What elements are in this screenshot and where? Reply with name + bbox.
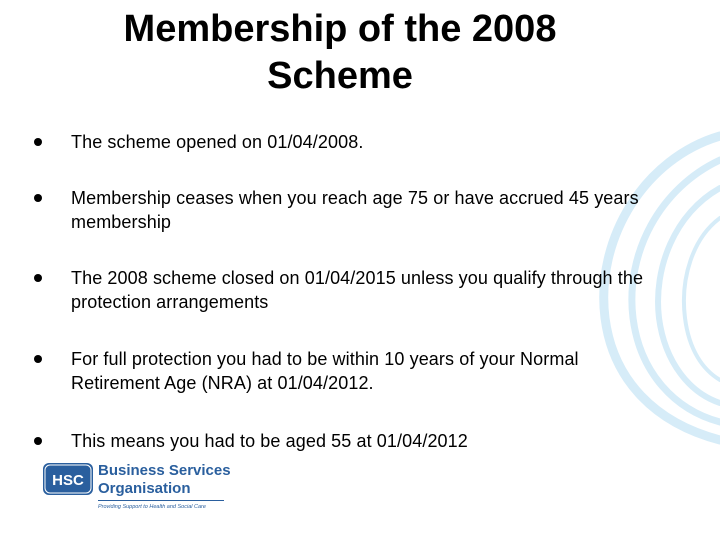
bullet-icon — [34, 355, 42, 363]
bullet-line: This means you had to be aged 55 at 01/04/2012 — [71, 431, 468, 451]
logo-divider — [98, 500, 224, 501]
hsc-badge-icon — [42, 462, 94, 496]
bullet-icon — [34, 194, 42, 202]
bullet-line: membership — [71, 212, 172, 232]
bullet-line: protection arrangements — [71, 292, 269, 312]
slide-title-line-1: Membership of the 2008 — [123, 8, 557, 50]
logo-tagline: Providing Support to Health and Social Care — [98, 504, 206, 510]
bullet-text — [71, 347, 716, 395]
bullet-line: The scheme opened on 01/04/2008. — [71, 132, 364, 152]
bullet-line: The 2008 scheme closed on 01/04/2015 unless you qualify through the — [71, 268, 644, 288]
bullet-line: For full protection you had to be within 10 years of your Normal — [71, 349, 579, 369]
bullet-line: Retirement Age (NRA) at 01/04/2012. — [71, 373, 374, 393]
logo-line-1: Business Services — [98, 462, 231, 479]
bullet-icon — [34, 138, 42, 146]
bullet-text — [71, 130, 716, 154]
bullet-text — [71, 186, 716, 234]
bullet-text — [71, 429, 716, 453]
hsc-bso-logo — [40, 460, 230, 518]
bullet-text — [71, 266, 716, 314]
bullet-icon — [34, 274, 42, 282]
logo-badge-text: HSC — [52, 472, 84, 489]
slide-title-line-2: Scheme — [267, 55, 413, 97]
bullet-line: Membership ceases when you reach age 75 or have accrued 45 years — [71, 188, 639, 208]
slide-title — [40, 6, 640, 100]
bullet-icon — [34, 437, 42, 445]
logo-line-2: Organisation — [98, 480, 191, 497]
